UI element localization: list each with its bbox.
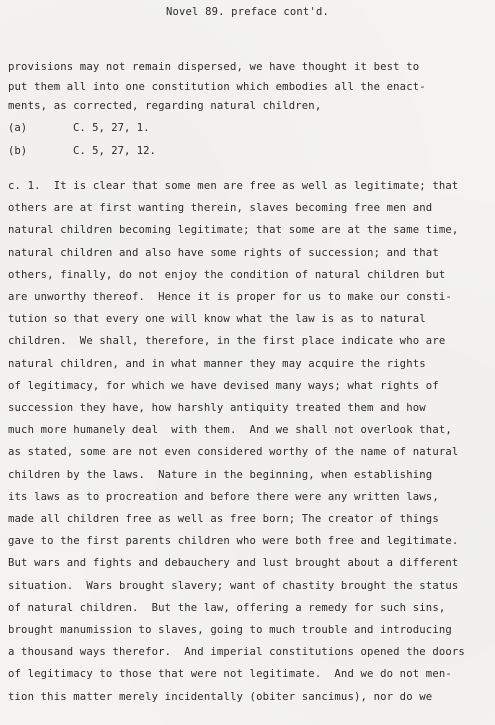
footnote-label: (a) <box>8 122 28 134</box>
text-line: c. 1. It is clear that some men are free as well as legitimate; that <box>8 180 459 192</box>
footnote-citation: C. 5, 27, 1. <box>73 122 150 134</box>
text-line: others, finally, do not enjoy the condition of natural children but <box>8 268 446 281</box>
text-line: others are at first wanting therein, slaves becoming free men and <box>8 202 433 215</box>
text-line: gave to the first parents children who were both free and legitimate. <box>8 535 459 548</box>
text-line: But wars and fights and debauchery and lust brought about a different <box>8 557 459 570</box>
text-line: succession they have, how harshly antiquity treated them and how <box>8 402 426 414</box>
text-line: ments, as corrected, regarding natural children, <box>8 100 322 112</box>
footnote-label: (b) <box>8 145 28 157</box>
text-line: of legitimacy, for which we have devised many ways; what rights of <box>8 379 439 392</box>
text-line: of legitimacy to those that were not legitimate. And we do not men- <box>8 668 452 681</box>
text-line: brought manumission to slaves, going to much trouble and introducing <box>8 624 452 636</box>
text-line: children by the laws. Nature in the beginning, when establishing <box>8 468 433 481</box>
text-line: tion this matter merely incidentally (obiter sancimus), nor do we <box>8 690 433 703</box>
page-header: Novel 89. preface cont'd. <box>165 6 330 18</box>
text-line: a thousand ways therefor. And imperial constitutions opened the doors <box>8 646 465 659</box>
text-line: its laws as to procreation and before there were any written laws, <box>8 490 439 503</box>
text-line: children. We shall, therefore, in the first place indicate who are <box>8 335 446 348</box>
text-line: provisions may not remain dispersed, we have thought it best to <box>8 61 420 73</box>
footnote-citation: C. 5, 27, 12. <box>73 145 156 157</box>
text-line: natural children and also have some rights of succession; and that <box>8 246 439 259</box>
text-line: situation. Wars brought slavery; want of chastity brought the status <box>8 579 459 592</box>
text-line: of natural children. But the law, offering a remedy for such sins, <box>8 601 446 614</box>
text-line: put them all into one constitution which embodies all the enact- <box>8 81 426 93</box>
text-line: are unworthy thereof. Hence it is proper for us to make our consti- <box>8 291 452 303</box>
text-line: natural children becoming legitimate; that some are at the same time, <box>8 224 459 237</box>
text-line: tution so that every one will know what the law is as to natural <box>8 313 426 326</box>
text-line: made all children free as well as free born; The creator of things <box>8 513 439 525</box>
text-line: as stated, some are not even considered worthy of the name of natural <box>8 446 459 459</box>
text-line: much more humanely deal with them. And we shall not overlook that, <box>8 424 452 437</box>
text-line: natural children, and in what manner they may acquire the rights <box>8 357 426 370</box>
